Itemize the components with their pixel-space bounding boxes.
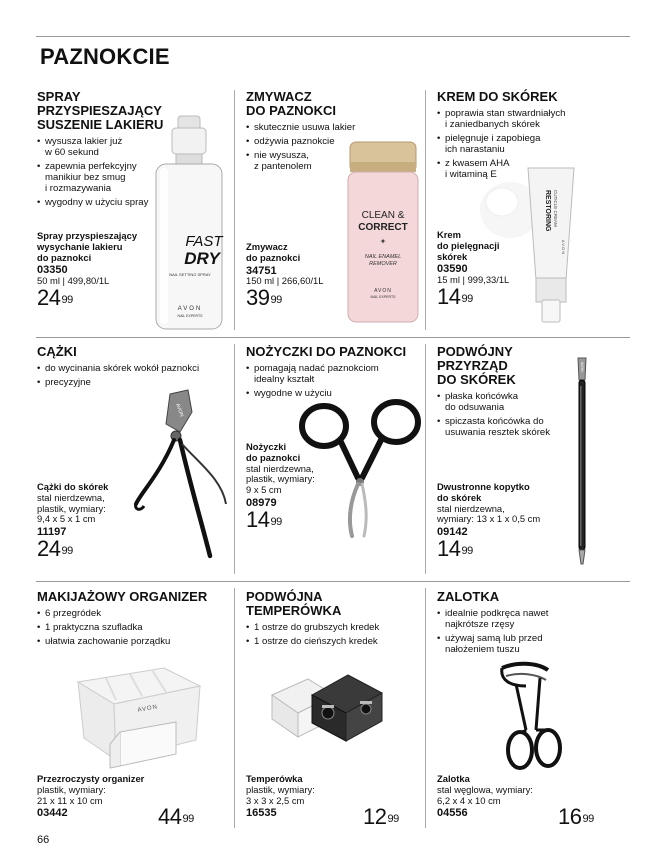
feature-item: • idealnie podkręca nawet najkrótsze rzęsy	[437, 608, 627, 630]
price-int: 44	[158, 804, 182, 829]
feature-item: • płaska końcówka do odsuwania	[437, 391, 572, 413]
sparkle-icon: ✦	[379, 237, 387, 246]
product-description: plastik, wymiary: 3 x 3 x 2,5 cm	[246, 783, 315, 806]
column-divider	[234, 588, 235, 828]
pack-line1: CLEAN &	[361, 210, 405, 221]
spray-bottle-image	[150, 116, 230, 331]
pack-brand: AVON	[137, 704, 159, 714]
feature-list	[37, 136, 167, 208]
product-info	[246, 242, 346, 309]
product-heading: MAKIJAŻOWY ORGANIZER	[37, 589, 208, 604]
product-code: 03350	[37, 264, 68, 277]
price-int: 24	[37, 284, 61, 310]
price-dec: 99	[582, 813, 594, 825]
page-number: 66	[37, 834, 50, 846]
price-int: 14	[437, 535, 461, 561]
product-description: stal nierdzewna, plastik, wymiary: 9,4 x 5 x 1 cm	[37, 491, 106, 525]
product-code: 03442	[37, 807, 68, 820]
product-info	[437, 774, 557, 819]
product-heading: KREM DO SKÓREK	[437, 89, 558, 104]
pack-brand2: NAIL EXPERTS	[177, 314, 203, 318]
pack-brand2: NAIL EXPERTS	[370, 295, 396, 299]
product-card-cuticle-pusher[interactable]	[437, 345, 627, 585]
price	[558, 806, 594, 828]
product-name: Nożyczki do paznokci	[246, 441, 301, 463]
feature-list	[246, 363, 416, 399]
product-code: 16535	[246, 807, 277, 820]
scissors-image	[298, 398, 428, 540]
product-description: stal nierdzewna, plastik, wymiary: 9 x 5 cm	[246, 462, 315, 496]
curler-image	[496, 660, 566, 772]
product-name: Cążki do skórek	[37, 481, 109, 492]
price	[363, 806, 399, 828]
pack-brand: AVON	[561, 240, 566, 256]
product-code: 09142	[437, 526, 468, 539]
feature-item: • nie wysusza, z pantenolem	[246, 150, 386, 172]
price-int: 16	[558, 804, 582, 829]
product-info	[37, 774, 177, 819]
feature-list	[37, 608, 227, 647]
unit-price: 150 ml | 266,60/1L	[246, 275, 324, 287]
feature-item: • wygodny w użyciu spray	[37, 197, 167, 208]
feature-item: • poprawia stan stwardniałych i zaniedbanych skórek	[437, 108, 627, 130]
price-dec: 99	[461, 292, 473, 305]
remover-bottle-image	[346, 142, 420, 324]
column-divider	[234, 344, 235, 574]
pack-line2: DRY	[184, 249, 220, 268]
unit-price: 15 ml | 999,33/1L	[437, 274, 510, 286]
feature-item: • skutecznie usuwa lakier	[246, 122, 386, 133]
price	[158, 806, 194, 828]
product-code: 03590	[437, 263, 468, 276]
row-divider	[36, 337, 630, 338]
nippers-image	[130, 384, 230, 562]
price-dec: 99	[270, 294, 282, 307]
feature-item: • wygodne w użyciu	[246, 388, 416, 399]
product-heading: NOŻYCZKI DO PAZNOKCI	[246, 344, 407, 359]
product-description: plastik, wymiary: 21 x 11 x 10 cm	[37, 783, 106, 806]
feature-item: • zapewnia perfekcyjny manikiur bez smug i rozmazywania	[37, 161, 167, 194]
feature-item: • odżywia paznokcie	[246, 136, 386, 147]
product-heading: PODWÓJNY PRZYRZĄD DO SKÓREK	[437, 344, 516, 387]
feature-item: • ułatwia zachowanie porządku	[37, 636, 227, 647]
product-name: Spray przyspieszający wysychanie lakieru do paznokci	[37, 230, 138, 263]
product-heading: CĄŻKI	[37, 344, 77, 359]
price-int: 14	[437, 283, 461, 309]
top-rule	[36, 36, 630, 37]
pack-line3: NAIL ENAMEL	[364, 254, 402, 260]
feature-list	[437, 391, 572, 438]
feature-item: • pielęgnuje i zapobiega ich narastaniu	[437, 133, 627, 155]
sharpener-image	[268, 665, 388, 745]
product-heading: PODWÓJNA TEMPERÓWKA	[246, 589, 342, 618]
product-code: 11197	[37, 526, 67, 539]
product-code: 34751	[246, 264, 277, 277]
feature-item: • spiczasta końcówka do usuwania resztek skórek	[437, 416, 572, 438]
feature-item: • 1 praktyczna szufladka	[37, 622, 227, 633]
price-dec: 99	[387, 813, 399, 825]
product-heading: SPRAY PRZYSPIESZAJĄCY SUSZENIE LAKIERU	[37, 89, 164, 132]
product-heading: ZMYWACZ DO PAZNOKCI	[246, 89, 337, 118]
pack-brand: AVON	[374, 288, 392, 294]
product-name: Zalotka	[437, 773, 470, 784]
price-dec: 99	[61, 293, 73, 306]
product-name: Przezroczysty organizer	[37, 773, 145, 784]
feature-list	[246, 622, 416, 647]
feature-item: • 6 przegródek	[37, 608, 227, 619]
product-code: 04556	[437, 807, 468, 820]
price-dec: 99	[182, 813, 194, 825]
feature-item: • z kwasem AHA i witaminą E	[437, 158, 627, 180]
feature-item: • precyzyjne	[37, 377, 227, 388]
feature-item: • do wycinania skórek wokół paznokci	[37, 363, 227, 374]
price-int: 14	[246, 506, 270, 532]
price-dec: 99	[461, 544, 473, 557]
feature-item: • pomagają nadać paznokciom idealny kształt	[246, 363, 416, 385]
product-heading: ZALOTKA	[437, 589, 500, 604]
unit-price: 50 ml | 499,80/1L	[37, 275, 110, 287]
price	[437, 535, 577, 561]
price-int: 39	[246, 285, 270, 311]
product-info	[246, 774, 346, 819]
price-int: 24	[37, 535, 61, 561]
product-info	[37, 231, 157, 309]
column-divider	[234, 90, 235, 330]
organizer-image	[76, 664, 202, 768]
pack-brand: AVON	[580, 362, 584, 372]
feature-item: • używaj samą lub przed nałożeniem tuszu	[437, 633, 627, 655]
price	[37, 284, 157, 310]
pack-line4: REMOVER	[369, 261, 397, 267]
pack-line2: CORRECT	[358, 222, 408, 233]
product-info	[437, 482, 577, 560]
product-description: stal nierdzewna, wymiary: 13 x 1 x 0,5 cm	[437, 502, 541, 525]
product-name: Krem do pielęgnacji skórek	[437, 229, 500, 262]
pack-line2: CUTICLE CREAM	[553, 190, 558, 227]
feature-item: • 1 ostrze do grubszych kredek	[246, 622, 416, 633]
feature-item: • wysusza lakier już w 60 sekund	[37, 136, 167, 158]
feature-list	[437, 608, 627, 655]
pack-line3: NAIL SETTING SPRAY	[169, 272, 211, 277]
product-name: Temperówka	[246, 773, 303, 784]
product-name: Dwustronne kopytko do skórek	[437, 481, 530, 503]
pusher-image	[570, 356, 594, 566]
product-code: 08979	[246, 496, 277, 509]
price	[246, 287, 346, 309]
pack-line1: FAST	[185, 233, 223, 250]
price-dec: 99	[61, 544, 73, 557]
price-int: 12	[363, 804, 387, 829]
product-name: Zmywacz do paznokci	[246, 241, 301, 263]
pack-line1: RESTORING	[544, 190, 551, 232]
cream-tube-image	[480, 160, 610, 325]
feature-item: • 1 ostrze do cieńszych kredek	[246, 636, 416, 647]
pack-brand: AVON	[174, 402, 185, 418]
product-description: stal węglowa, wymiary: 6,2 x 4 x 10 cm	[437, 783, 533, 806]
pack-brand: AVON	[177, 306, 203, 312]
page-title: PAZNOKCIE	[40, 44, 170, 69]
price-dec: 99	[270, 515, 282, 528]
